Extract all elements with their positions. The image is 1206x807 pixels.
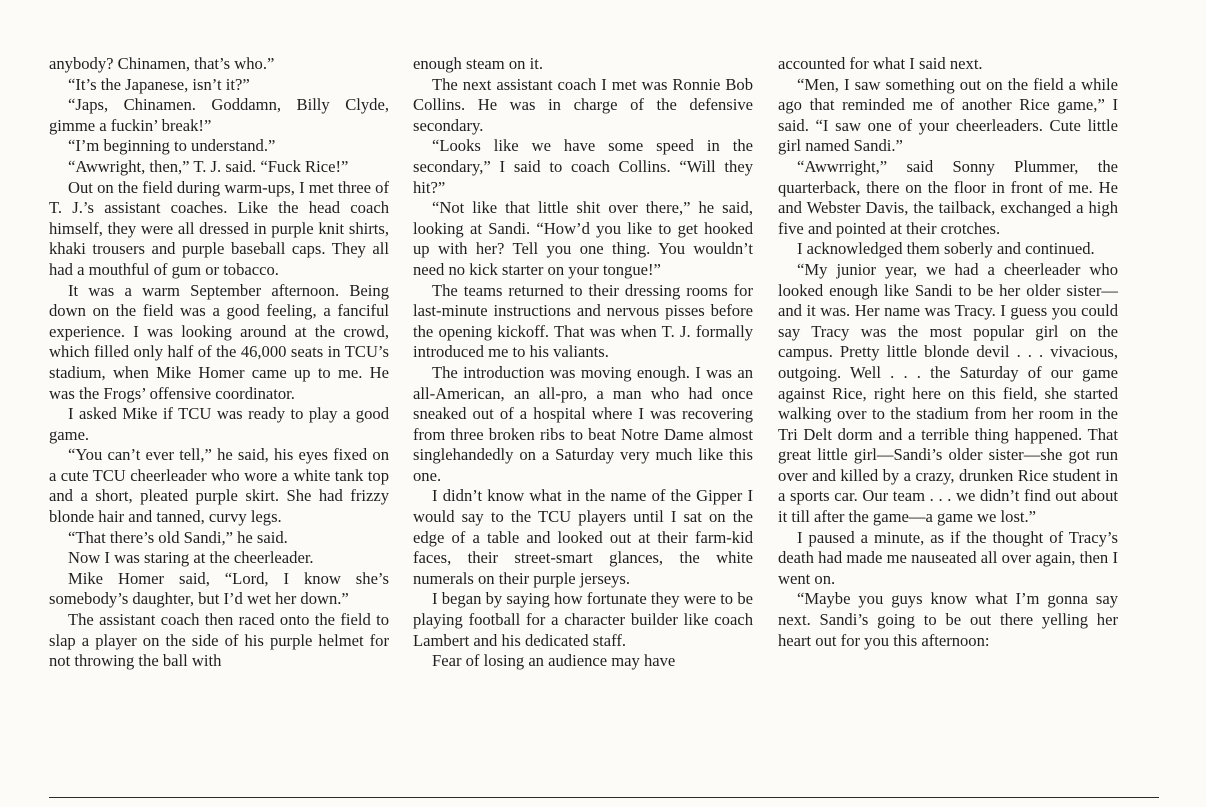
paragraph: “That there’s old Sandi,” he said. [68,527,288,547]
paragraph: “Awwrright,” said Sonny Plummer, the quarterback, there on the floor in front of me. He and Webster Davis, the tailback, exchanged a high five and pointed at their crotches. [778,156,1118,238]
paragraph: I paused a minute, as if the thought of Tracy’s death had made me nauseated all over again, then I went on. [778,527,1118,588]
paragraph: The teams returned to their dressing rooms for last-minute instructions and nervous pisses before the opening kickoff. That was when T. J. formally introduced me to his valiants. [413,280,753,362]
paragraph: The assistant coach then raced onto the field to slap a player on the side of his purple helmet for not throwing the ball with [49,610,389,671]
paragraph: “I’m beginning to understand.” [68,136,276,156]
paragraph: “It’s the Japanese, isn’t it?” [68,74,250,94]
text-column-1 [49,54,389,672]
paragraph: “Japs, Chinamen. Goddamn, Billy Clyde, gimme a fuckin’ break!” [49,95,389,135]
paragraph: “Maybe you guys know what I’m gonna say next. Sandi’s going to be out there yelling her heart out for you this afternoon: [778,589,1118,650]
paragraph: I didn’t know what in the name of the Gipper I would say to the TCU players until I sat on the edge of a table and looked out at their farm-kid faces, their street-smart glances, the white numerals on their purple jerseys. [413,486,753,588]
paragraph: accounted for what I said next. [778,54,983,73]
footer-rule [49,797,1159,798]
paragraph: “Looks like we have some speed in the secondary,” I said to coach Collins. “Will they hit?” [413,136,753,197]
text-column-3 [778,54,1118,651]
paragraph: “Awwright, then,” T. J. said. “Fuck Rice!” [68,156,349,176]
paragraph: The introduction was moving enough. I was an all-American, an all-pro, a man who had once sneaked out of a hospital where I was recovering from three broken ribs to beat Notre Dame almost singlehandedly on a Saturday very much like this one. [413,362,753,485]
paragraph: Now I was staring at the cheerleader. [68,548,314,568]
paragraph: It was a warm September afternoon. Being down on the field was a good feeling, a fanciful experience. I was looking around at the crowd, which filled only half of the 46,000 seats in TCU’s stadium, when Mike Homer came up to me. He was the Frogs’ offensive coordinator. [49,280,389,403]
paragraph: “Not like that little shit over there,” he said, looking at Sandi. “How’d you like to get hooked up with her? Tell you one thing. You wouldn’t need no kick starter on your tongue!” [413,198,753,279]
paragraph: The next assistant coach I met was Ronnie Bob Collins. He was in charge of the defensive secondary. [413,74,753,135]
paragraph: Out on the field during warm-ups, I met three of T. J.’s assistant coaches. Like the head coach himself, they were all dressed in purple knit shirts, khaki trousers and purple baseball caps. They all had a mouthful of gum or tobacco. [49,177,389,279]
paragraph: “Men, I saw something out on the field a while ago that reminded me of another Rice game,” I said. “I saw one of your cheerleaders. Cute little girl named Sandi.” [778,74,1118,156]
paragraph: I acknowledged them soberly and continued. [797,239,1095,259]
paragraph: enough steam on it. [413,54,543,73]
paragraph: anybody? Chinamen, that’s who.” [49,54,275,73]
paragraph: I began by saying how fortunate they were to be playing football for a character builder like coach Lambert and his dedicated staff. [413,589,753,650]
paragraph: I asked Mike if TCU was ready to play a good game. [49,404,389,444]
paragraph: Fear of losing an audience may have [432,651,676,671]
paragraph: Mike Homer said, “Lord, I know she’s somebody’s daughter, but I’d wet her down.” [49,568,389,609]
text-column-2 [413,54,753,672]
paragraph: “You can’t ever tell,” he said, his eyes fixed on a cute TCU cheerleader who wore a white tank top and a short, pleated purple skirt. She had frizzy blonde hair and tanned, curvy legs. [49,445,389,527]
paragraph: “My junior year, we had a cheerleader who looked enough like Sandi to be her older sister—and it was. Her name was Tracy. I guess you could say Tracy was the most popular girl on the campus. Pretty little blonde devil . . . vivacious, outgoing. Well . . . the Saturday of our game against Rice, right here on this field, she started walking over to the stadium from her room in the Tri Delt dorm and a terrible thing happened. That great little girl—Sandi’s older sister—she got run over and killed by a crazy, drunken Rice student in a sports car. Our team . . . we didn’t find out about it till after the game—a game we lost.” [778,259,1118,527]
